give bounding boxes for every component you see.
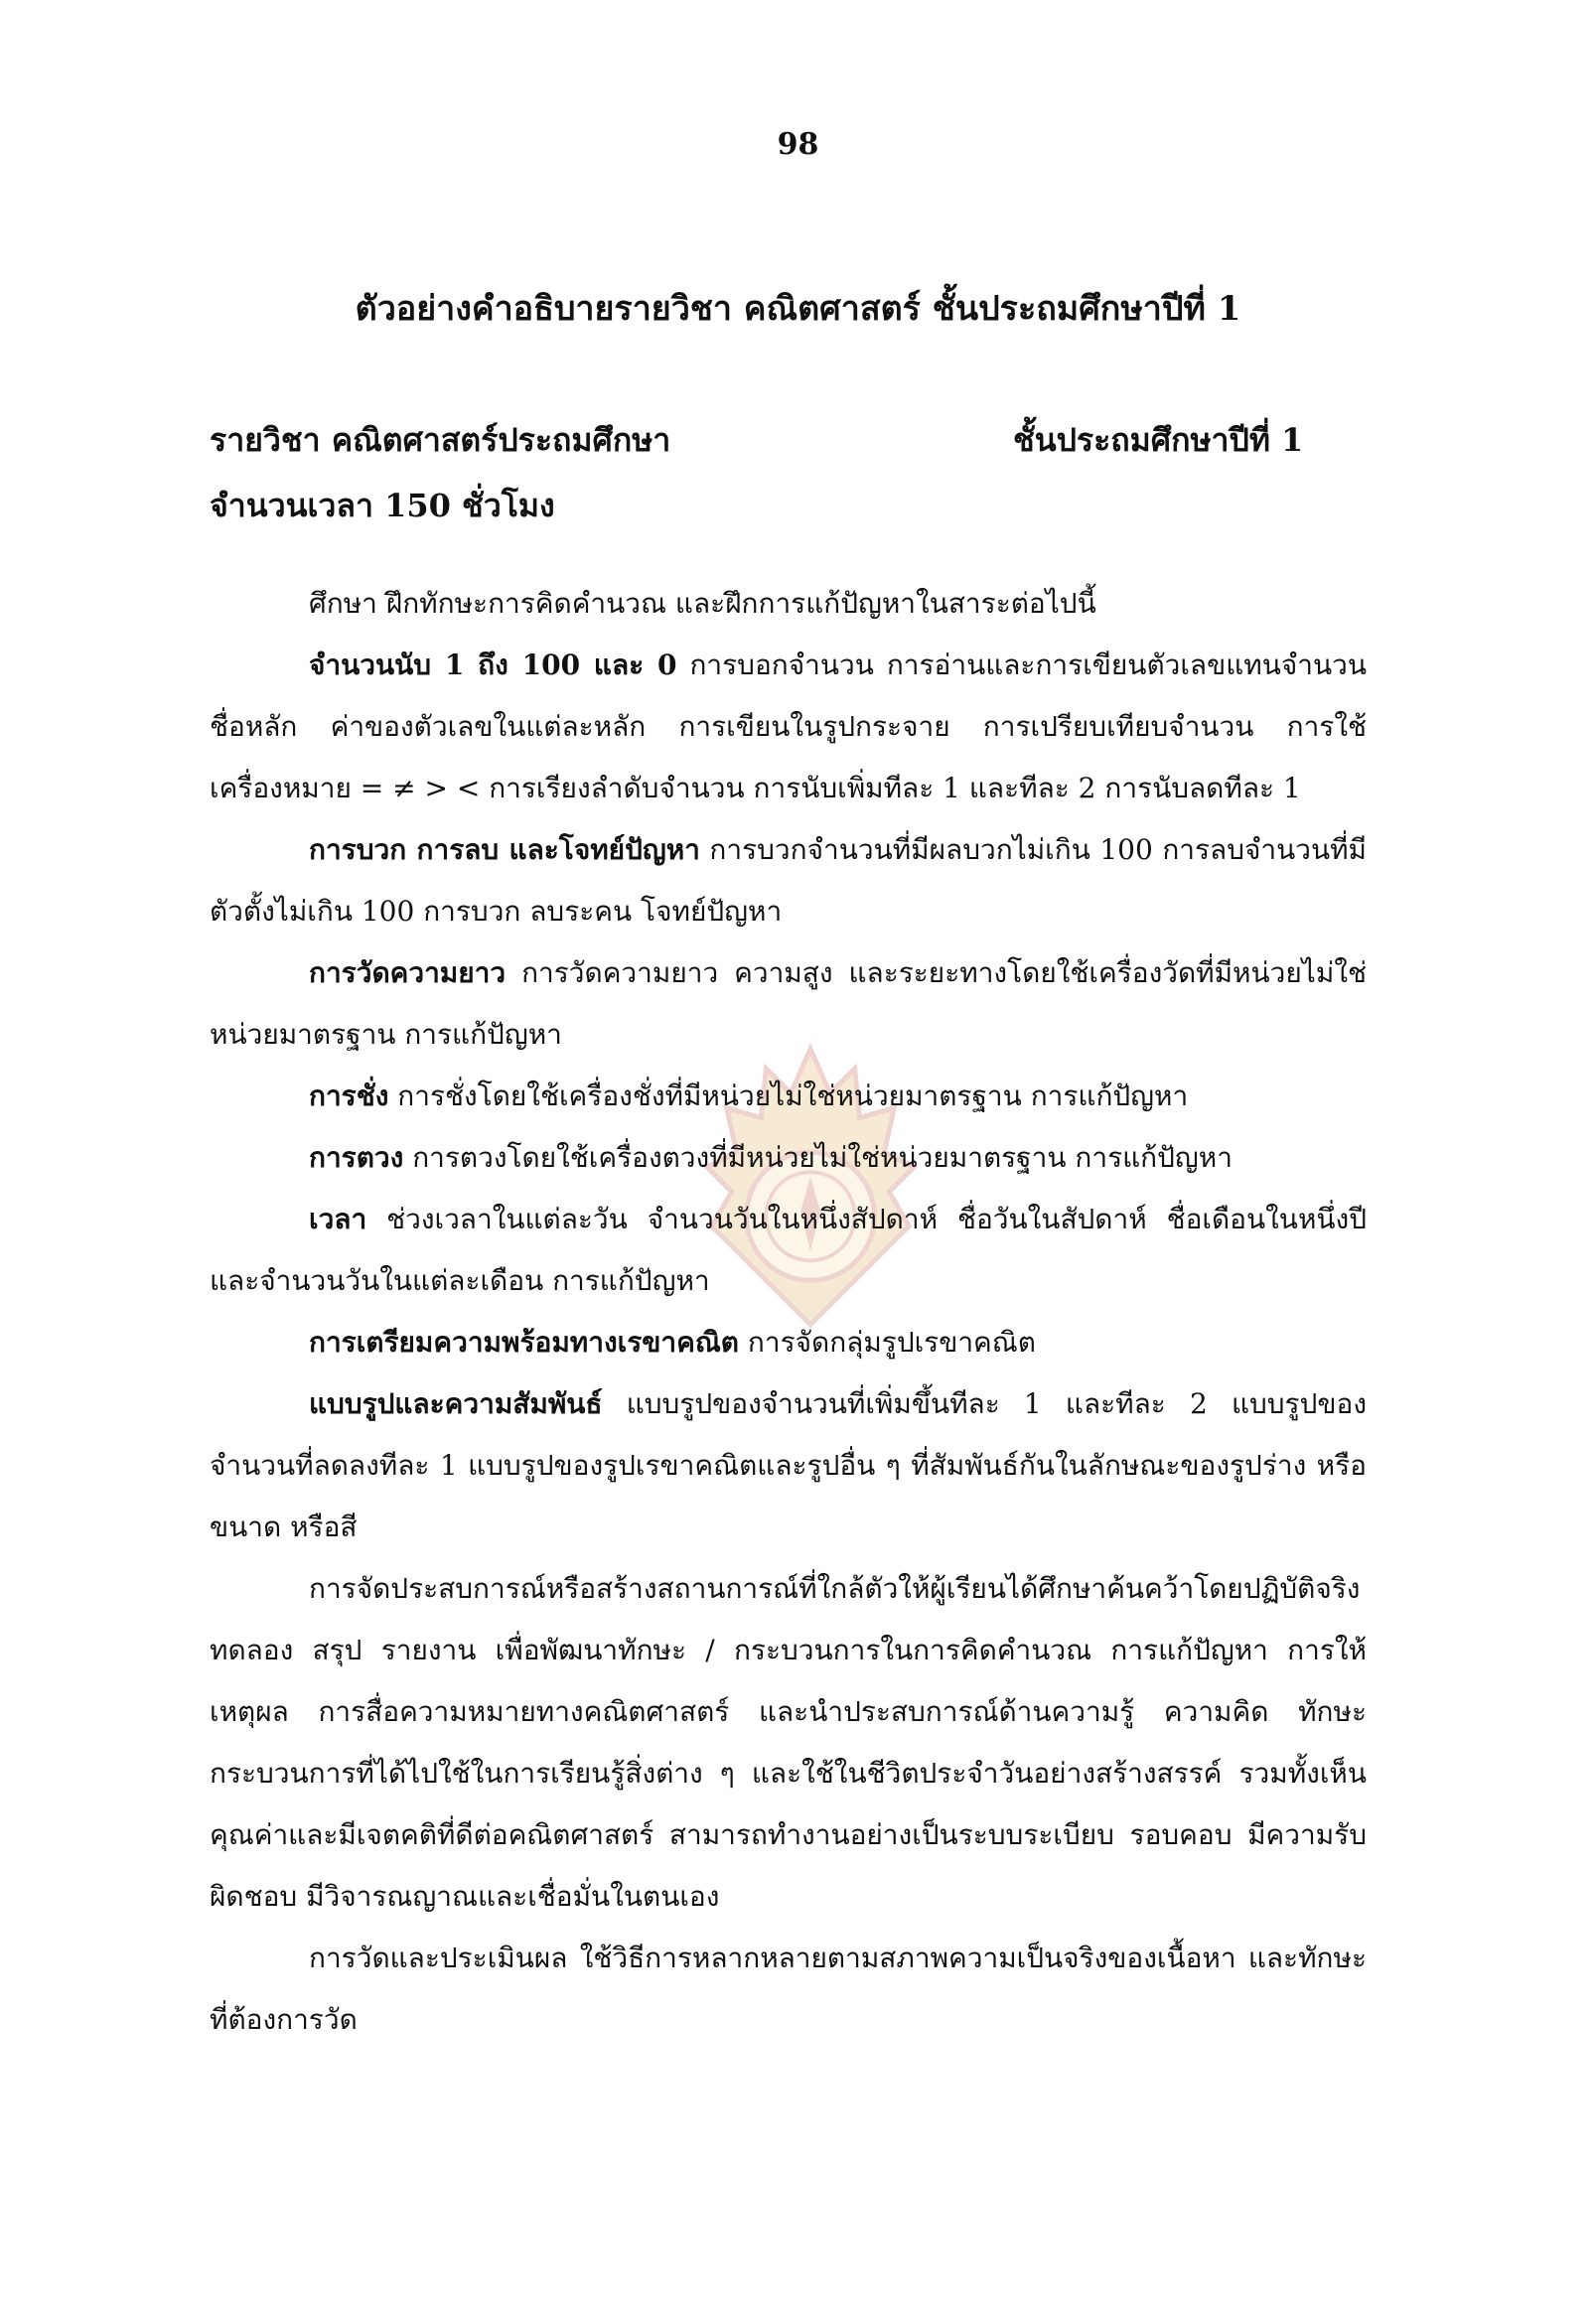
- paragraph-text: ช่วงเวลาในแต่ละวัน จำนวนวันในหนึ่งสัปดาห์ ชื่อวันในสัปดาห์ ชื่อเดือนในหนึ่งปีและจำนวนวันในแต่ละเดือน การแก้ปัญหา: [210, 1203, 1367, 1297]
- page-title: ตัวอย่างคำอธิบายรายวิชา คณิตศาสตร์ ชั้นประถมศึกษาปีที่ 1: [355, 289, 1241, 329]
- paragraph-text: การวัดและประเมินผล ใช้วิธีการหลากหลายตามสภาพความเป็นจริงของเนื้อหา และทักษะที่ต้องการวัด: [210, 1942, 1367, 2036]
- paragraph-patterns: [210, 1373, 1367, 1558]
- topic-heading: การตวง: [309, 1141, 404, 1174]
- paragraph-text: การจัดกลุ่มรูปเรขาคณิต: [739, 1326, 1036, 1359]
- page-number: 98: [777, 127, 819, 162]
- topic-heading: การชั่ง: [309, 1080, 389, 1112]
- paragraph-text: ศึกษา ฝึกทักษะการคิดคำนวณ และฝึกการแก้ปัญหาในสาระต่อไปนี้: [309, 587, 1096, 620]
- course-description: [210, 573, 1367, 2051]
- paragraph-volume: [210, 1127, 1367, 1189]
- topic-heading: การบวก การลบ และโจทย์ปัญหา: [309, 833, 700, 866]
- paragraph-numbers: [210, 635, 1367, 819]
- paragraph-text: แบบรูปของจำนวนที่เพิ่มขึ้นทีละ 1 และทีละ 2 แบบรูปของจำนวนที่ลดลงทีละ 1 แบบรูปของรูปเรขาคณิตและรูปอื่น ๆ ที่สัมพันธ์กันในลักษณะของรูปร่าง หรือขนาด หรือสี: [210, 1387, 1367, 1543]
- study-hours: จำนวนเวลา 150 ชั่วโมง: [210, 487, 555, 524]
- paragraph-text: การตวงโดยใช้เครื่องตวงที่มีหน่วยไม่ใช่หน่วยมาตรฐาน การแก้ปัญหา: [403, 1141, 1233, 1174]
- paragraph-learning-approach: [210, 1558, 1367, 1928]
- paragraph-text: การวัดความยาว ความสูง และระยะทางโดยใช้เครื่องวัดที่มีหน่วยไม่ใช่หน่วยมาตรฐาน การแก้ปัญหา: [210, 956, 1367, 1051]
- topic-heading: จำนวนนับ 1 ถึง 100 และ 0: [309, 648, 677, 681]
- topic-heading: เวลา: [309, 1203, 367, 1235]
- paragraph-addition-subtraction: [210, 819, 1367, 942]
- topic-heading: แบบรูปและความสัมพันธ์: [309, 1387, 603, 1420]
- paragraph-time: [210, 1189, 1367, 1312]
- paragraph-intro: [210, 573, 1367, 635]
- topic-heading: การวัดความยาว: [309, 956, 507, 989]
- grade-level: ชั้นประถมศึกษาปีที่ 1: [1013, 421, 1304, 459]
- paragraph-weighing: [210, 1066, 1367, 1127]
- paragraph-text: การจัดประสบการณ์หรือสร้างสถานการณ์ที่ใกล้ตัวให้ผู้เรียนได้ศึกษาค้นคว้าโดยปฏิบัติจริง ทดลอง สรุป รายงาน เพื่อพัฒนาทักษะ / กระบวนการในการคิดคำนวณ การแก้ปัญหา การให้เหตุผล การสื่อความหมายทางคณิตศาสตร์ และนำประสบการณ์ด้านความรู้ ความคิด ทักษะกระบวนการที่ได้ไปใช้ในการเรียนรู้สิ่งต่าง ๆ และใช้ในชีวิตประจำวันอย่างสร้างสรรค์ รวมทั้งเห็นคุณค่าและมีเจตคติที่ดีต่อคณิตศาสตร์ สามารถทำงานอย่างเป็นระบบระเบียบ รอบคอบ มีความรับผิดชอบ มีวิจารณญาณและเชื่อมั่นในตนเอง: [210, 1572, 1367, 1913]
- paragraph-geometry: [210, 1312, 1367, 1373]
- paragraph-text: การบอกจำนวน การอ่านและการเขียนตัวเลขแทนจำนวน ชื่อหลัก ค่าของตัวเลขในแต่ละหลัก การเขียนในรูปกระจาย การเปรียบเทียบจำนวน การใช้เครื่องหมาย = ≠ > < การเรียงลำดับจำนวน การนับเพิ่มทีละ 1 และทีละ 2 การนับลดทีละ 1: [210, 648, 1368, 804]
- topic-heading: การเตรียมความพร้อมทางเรขาคณิต: [309, 1326, 739, 1359]
- course-name: รายวิชา คณิตศาสตร์ประถมศึกษา: [210, 421, 671, 459]
- paragraph-text: การชั่งโดยใช้เครื่องชั่งที่มีหน่วยไม่ใช่หน่วยมาตรฐาน การแก้ปัญหา: [388, 1080, 1189, 1112]
- paragraph-length: [210, 942, 1367, 1066]
- paragraph-assessment: [210, 1928, 1367, 2051]
- paragraph-text: การบวกจำนวนที่มีผลบวกไม่เกิน 100 การลบจำนวนที่มีตัวตั้งไม่เกิน 100 การบวก ลบระคน โจทย์ปัญหา: [210, 833, 1368, 928]
